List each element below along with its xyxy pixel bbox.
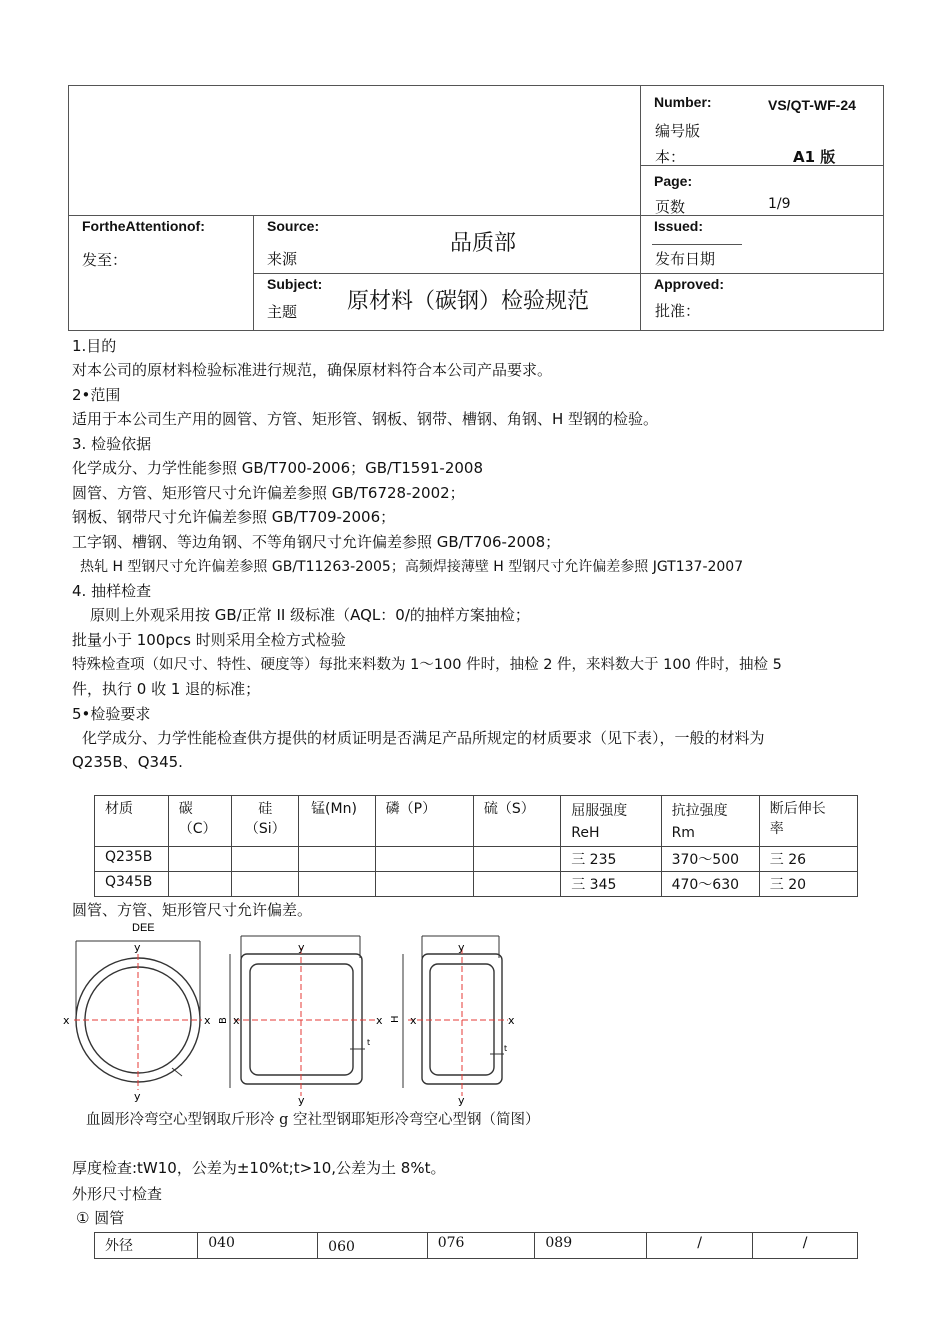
x-axis-label: x xyxy=(233,1014,240,1027)
x-axis-label: x xyxy=(410,1014,417,1027)
y-axis-label: y xyxy=(134,941,141,954)
y-axis-label: y xyxy=(298,941,305,954)
section-3-line: 热轧 H 型钢尺寸允许偏差参照 GB/T11263-2005；高频焊接薄壁 H 型钢尺寸允许偏差参照 JGT137-2007 xyxy=(80,559,744,575)
attention-label: FortheAttentionof: xyxy=(82,218,205,234)
y-axis-label: y xyxy=(298,1094,305,1107)
issued-label: Issued: xyxy=(654,218,704,234)
table-header-cell: 抗拉强度 Rm xyxy=(661,796,759,847)
figure-caption: 血圆形冷弯空心型钢取斤形冷 g 空社型钢耶矩形冷弯空心型钢（简图） xyxy=(86,1112,540,1128)
table-row xyxy=(95,847,858,872)
square-tube-diagram xyxy=(218,936,383,1107)
table-header-cell: 锰(Mn) xyxy=(299,796,376,847)
table-cell xyxy=(299,872,376,897)
source-label: Source: xyxy=(267,218,320,234)
table-header-cell: 硫（S） xyxy=(473,796,560,847)
rect-tube-diagram xyxy=(390,936,515,1107)
x-axis-label: x xyxy=(63,1014,70,1027)
approved-label: Approved: xyxy=(654,276,724,292)
section-5-line: Q235B、Q345. xyxy=(72,753,183,771)
header-divider xyxy=(253,273,884,274)
x-axis-label: x xyxy=(508,1014,515,1027)
section-3-title: 3. 检验依据 xyxy=(72,435,152,453)
section-3-line: 钢板、钢带尺寸允许偏差参照 GB/T709-2006； xyxy=(72,508,396,526)
page-label: Page: xyxy=(654,173,693,189)
table-cell xyxy=(375,872,473,897)
outer-diameter-table xyxy=(94,1232,858,1259)
y-axis-label: y xyxy=(458,1094,465,1107)
section-1-title: 1.目的 xyxy=(72,337,117,355)
approved-label-zh: 批准： xyxy=(655,302,701,320)
table-cell: Q235B xyxy=(95,847,169,872)
source-value: 品质部 xyxy=(450,231,517,256)
header-divider xyxy=(68,215,884,216)
b-dimension-label: B xyxy=(218,1017,229,1024)
table-cell: 外径 xyxy=(95,1233,198,1259)
section-1-text: 对本公司的原材料检验标准进行规范，确保原材料符合本公司产品要求。 xyxy=(72,361,553,379)
table-cell: 470〜630 xyxy=(661,872,759,897)
table-cell: / xyxy=(646,1233,753,1259)
table-cell: 089 xyxy=(535,1233,646,1259)
table-cell: / xyxy=(753,1233,858,1259)
table-row xyxy=(95,872,858,897)
section-4-line: 特殊检查项（如尺寸、特性、硬度等）每批来料数为 1〜100 件时，抽检 2 件，来料数大于 100 件时，抽检 5 xyxy=(72,657,782,673)
section-3-line: 工字钢、槽钢、等边角钢、不等角钢尺寸允许偏差参照 GB/T706-2008； xyxy=(72,533,561,551)
subject-value: 原材料（碳钢）检验规范 xyxy=(347,289,590,314)
thickness-label: t xyxy=(367,1038,371,1047)
table-cell: 三 26 xyxy=(759,847,857,872)
round-tube-diagram xyxy=(63,922,211,1103)
table-header-cell: 材质 xyxy=(95,796,169,847)
table-cell: 370〜500 xyxy=(661,847,759,872)
subject-label-zh: 主题 xyxy=(267,303,298,321)
thickness-leader xyxy=(172,1068,182,1076)
table-cell: Q345B xyxy=(95,872,169,897)
table-cell: 076 xyxy=(427,1233,535,1259)
table-cell xyxy=(168,872,232,897)
section-3-line: 化学成分、力学性能参照 GB/T700-2006；GB/T1591-2008 xyxy=(72,459,484,477)
header-divider xyxy=(253,215,254,331)
table-cell xyxy=(299,847,376,872)
page-value: 1/9 xyxy=(768,196,791,212)
section-4-line: 件，执行 0 收 1 退的标准； xyxy=(72,680,261,698)
number-value: VS/QT-WF-24 xyxy=(768,97,856,113)
attention-label-zh: 发至： xyxy=(82,251,128,269)
table-cell: 三 235 xyxy=(561,847,661,872)
section-3-line: 圆管、方管、矩形管尺寸允许偏差参照 GB/T6728-2002； xyxy=(72,484,465,502)
section-5-title: 5•检验要求 xyxy=(72,705,151,723)
section-2-text: 适用于本公司生产用的圆管、方管、矩形管、钢板、钢带、槽钢、角钢、H 型钢的检验。 xyxy=(72,410,659,428)
subject-label: Subject: xyxy=(267,276,323,292)
page-label-zh: 页数 xyxy=(655,198,686,216)
version-value: A1 版 xyxy=(793,148,836,166)
dee-label: DEE xyxy=(132,922,155,934)
table-cell: 060 xyxy=(318,1233,428,1259)
table-header-row xyxy=(95,796,858,847)
outer-square xyxy=(241,954,362,1084)
thickness-check: 厚度检查:tW10，公差为±10%t;t>10,公差为土 8%t。 xyxy=(72,1159,446,1177)
materials-table xyxy=(94,795,858,897)
x-axis-label: x xyxy=(204,1014,211,1027)
table-cell xyxy=(375,847,473,872)
y-axis-label: y xyxy=(134,1090,141,1103)
table-header-cell: 硅 （Si） xyxy=(232,796,299,847)
table-header-cell: 断后伸长 率 xyxy=(759,796,857,847)
table-cell: 040 xyxy=(198,1233,318,1259)
issued-label-zh: 发布日期 xyxy=(655,250,716,268)
table-header-cell: 碳 （C） xyxy=(168,796,232,847)
round-tube-title: ① 圆管 xyxy=(76,1209,125,1227)
x-axis-label: x xyxy=(376,1014,383,1027)
section-diagrams xyxy=(60,918,530,1108)
table-cell xyxy=(473,872,560,897)
y-axis-label: y xyxy=(458,941,465,954)
table-cell xyxy=(168,847,232,872)
thickness-label: t xyxy=(504,1044,508,1053)
version-label-2: 本： xyxy=(655,148,686,166)
section-5-line: 化学成分、力学性能检查供方提供的材质证明是否满足产品所规定的材质要求（见下表），一般的材料为 xyxy=(82,729,765,747)
header-divider xyxy=(652,244,742,245)
version-label: 编号版 xyxy=(655,122,701,140)
source-label-zh: 来源 xyxy=(267,250,298,268)
section-4-line: 批量小于 100pcs 时则采用全检方式检验 xyxy=(72,631,346,649)
table-header-cell: 磷（P） xyxy=(375,796,473,847)
table-cell xyxy=(473,847,560,872)
table-cell: 三 345 xyxy=(561,872,661,897)
number-label: Number: xyxy=(654,94,712,110)
table-header-cell: 屈服强度 ReH xyxy=(561,796,661,847)
h-dimension-label: H xyxy=(390,1015,401,1023)
section-4-title: 4. 抽样检查 xyxy=(72,582,152,600)
section-4-line: 原则上外观采用按 GB/正常 II 级标准（AQL：0/的抽样方案抽检； xyxy=(90,606,530,624)
table-row xyxy=(95,1233,858,1259)
outer-rectangle xyxy=(422,954,502,1084)
table-cell xyxy=(232,847,299,872)
header-divider xyxy=(640,85,641,331)
section-2-title: 2•范围 xyxy=(72,386,121,404)
figure-intro: 圆管、方管、矩形管尺寸允许偏差。 xyxy=(72,901,313,919)
table-cell xyxy=(232,872,299,897)
outline-check-title: 外形尺寸检查 xyxy=(72,1185,163,1203)
table-cell: 三 20 xyxy=(759,872,857,897)
